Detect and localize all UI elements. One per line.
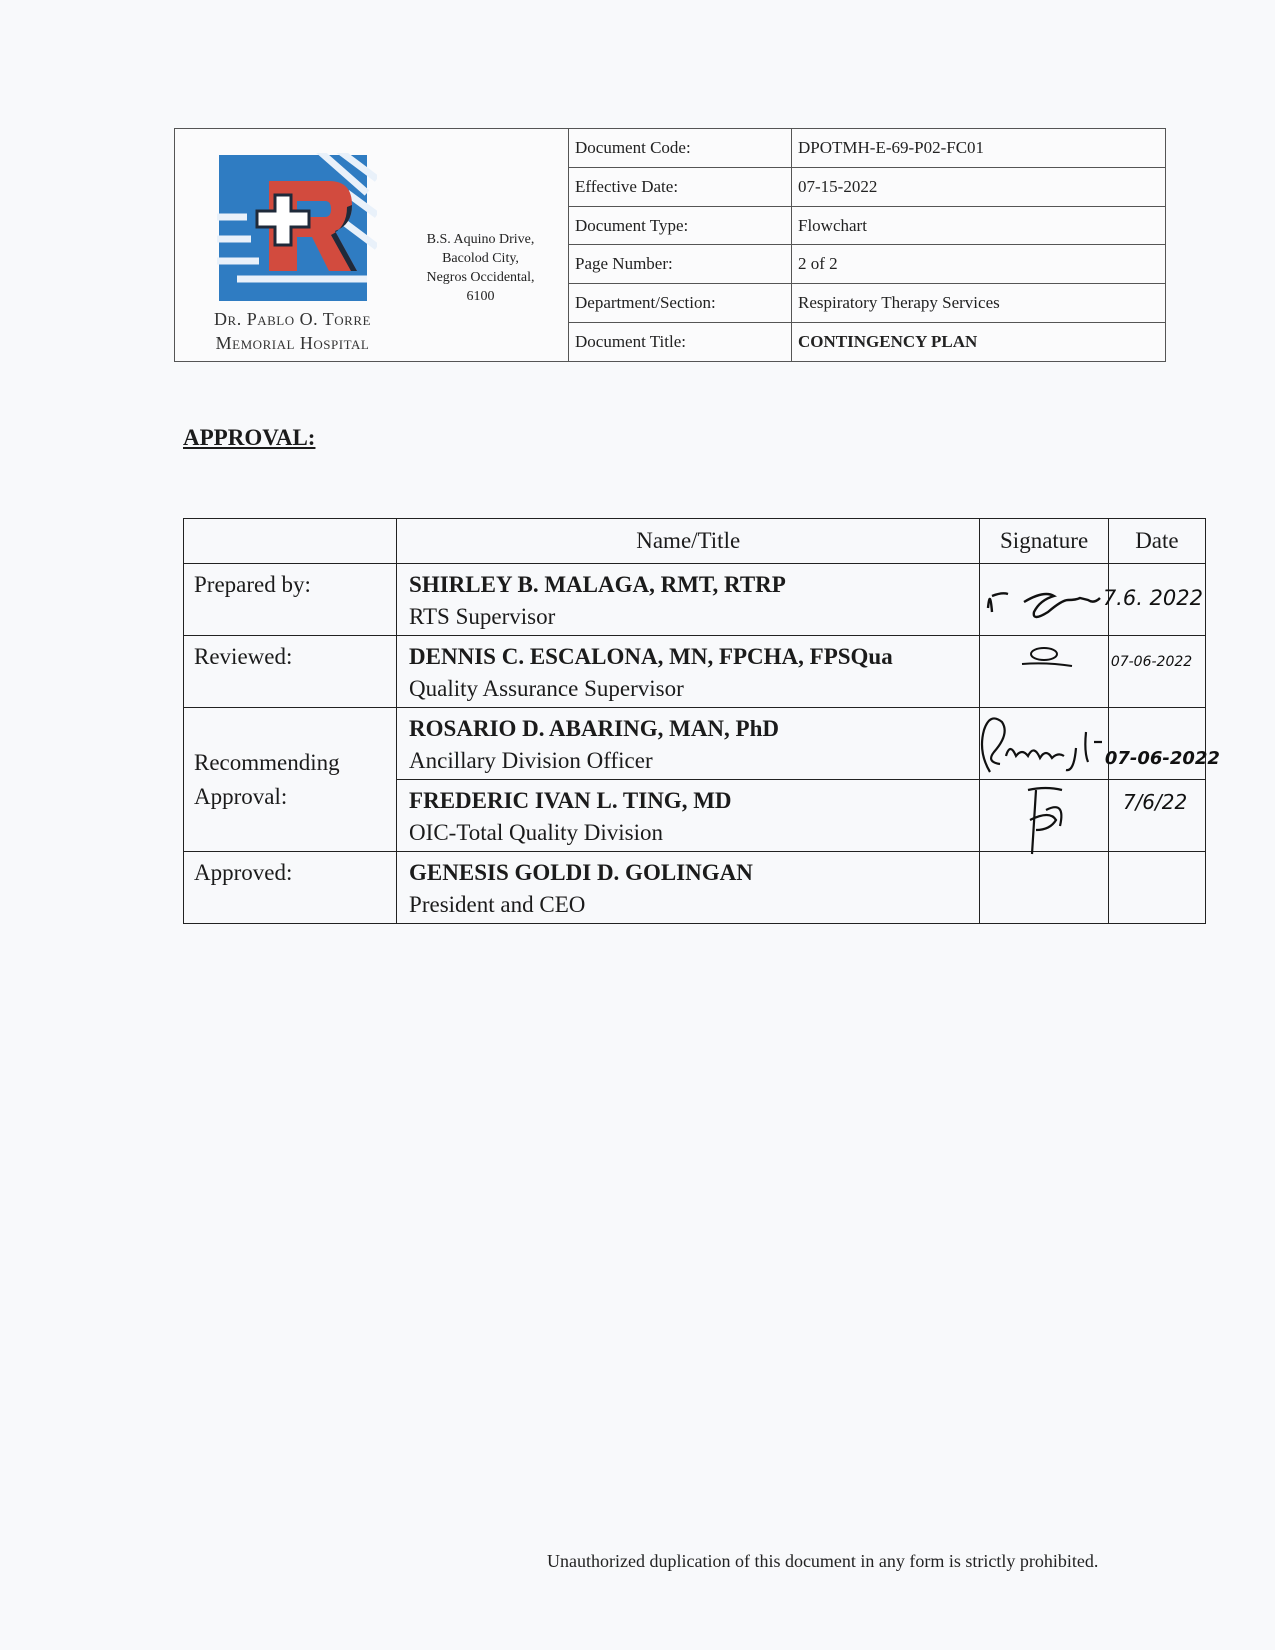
handwritten-date: 7.6. 2022 bbox=[1102, 586, 1204, 610]
approval-row bbox=[184, 852, 1206, 924]
date-cell bbox=[1104, 708, 1220, 780]
signature-cell bbox=[980, 708, 1108, 780]
hospital-logo-icon bbox=[217, 153, 377, 303]
signatory-title: OIC-Total Quality Division bbox=[409, 820, 663, 845]
approval-table bbox=[183, 518, 1220, 924]
logo-cell bbox=[175, 129, 569, 361]
handwritten-date: 7/6/22 bbox=[1122, 790, 1188, 814]
signature-cell bbox=[980, 852, 1108, 924]
role-label: Reviewed: bbox=[184, 636, 397, 708]
info-value: 07-15-2022 bbox=[792, 167, 1166, 206]
signature-cell bbox=[980, 564, 1108, 636]
signatory-cell bbox=[397, 780, 980, 852]
handwritten-signature bbox=[984, 578, 1112, 622]
signatory-name: GENESIS GOLDI D. GOLINGAN bbox=[409, 860, 753, 885]
address-line: Negros Occidental, bbox=[426, 270, 535, 285]
info-label: Document Code: bbox=[569, 129, 792, 167]
info-label: Page Number: bbox=[569, 245, 792, 284]
column-header-date: Date bbox=[1108, 519, 1205, 564]
info-value: 2 of 2 bbox=[792, 245, 1166, 284]
info-label: Document Title: bbox=[569, 323, 792, 361]
signatory-cell bbox=[397, 852, 980, 924]
handwritten-date: 07-06-2022 bbox=[1104, 748, 1220, 769]
signatory-cell bbox=[397, 636, 980, 708]
signatory-name: DENNIS C. ESCALONA, MN, FPCHA, FPSQua bbox=[409, 644, 893, 669]
handwritten-signature bbox=[1016, 780, 1076, 856]
info-row bbox=[569, 206, 1165, 245]
date-cell bbox=[1108, 780, 1205, 852]
signatory-title: Quality Assurance Supervisor bbox=[409, 676, 684, 701]
address-line: 6100 bbox=[466, 289, 495, 304]
column-header-signature: Signature bbox=[980, 519, 1108, 564]
address-line: Bacolod City, bbox=[442, 251, 519, 266]
empty-header-cell bbox=[184, 519, 397, 564]
role-label: Approved: bbox=[184, 852, 397, 924]
hospital-name-line1: Dr. Pablo O. Torre bbox=[214, 309, 371, 329]
info-row bbox=[569, 284, 1165, 323]
info-row bbox=[569, 129, 1165, 167]
address-line: B.S. Aquino Drive, bbox=[426, 232, 535, 247]
signatory-cell bbox=[397, 708, 980, 780]
signatory-title: Ancillary Division Officer bbox=[409, 748, 653, 773]
approval-header-row bbox=[184, 519, 1206, 564]
approval-row bbox=[184, 708, 1206, 780]
hospital-name bbox=[185, 307, 400, 355]
info-row bbox=[569, 245, 1165, 284]
info-value: Respiratory Therapy Services bbox=[792, 284, 1166, 323]
footer-notice: Unauthorized duplication of this document in any form is strictly prohibited. bbox=[547, 1551, 1099, 1571]
approval-row bbox=[184, 564, 1206, 636]
document-title-value: CONTINGENCY PLAN bbox=[798, 332, 978, 352]
column-header-name-title: Name/Title bbox=[397, 519, 980, 564]
info-label: Document Type: bbox=[569, 206, 792, 245]
handwritten-date: 07-06-2022 bbox=[1110, 654, 1193, 670]
info-value: DPOTMH-E-69-P02-FC01 bbox=[792, 129, 1166, 167]
signatory-title: President and CEO bbox=[409, 892, 586, 917]
info-value: Flowchart bbox=[792, 206, 1166, 245]
approval-row bbox=[184, 636, 1206, 708]
info-row bbox=[569, 323, 1165, 361]
role-label: Prepared by: bbox=[184, 564, 397, 636]
document-info-table bbox=[569, 129, 1165, 361]
hospital-name-line2: Memorial Hospital bbox=[215, 333, 370, 353]
signatory-cell bbox=[397, 564, 980, 636]
signatory-name: ROSARIO D. ABARING, MAN, PhD bbox=[409, 716, 779, 741]
handwritten-signature bbox=[1016, 642, 1076, 670]
signatory-name: FREDERIC IVAN L. TING, MD bbox=[409, 788, 732, 813]
handwritten-signature bbox=[976, 712, 1110, 778]
info-label: Department/Section: bbox=[569, 284, 792, 323]
signatory-name: SHIRLEY B. MALAGA, RMT, RTRP bbox=[409, 572, 786, 597]
date-cell bbox=[1108, 636, 1205, 708]
info-label: Effective Date: bbox=[569, 167, 792, 206]
info-row bbox=[569, 167, 1165, 206]
signature-cell bbox=[980, 636, 1108, 708]
role-label: Recommending Approval: bbox=[184, 708, 397, 852]
document-header bbox=[174, 128, 1166, 362]
approval-heading: APPROVAL: bbox=[183, 425, 316, 450]
date-cell bbox=[1102, 564, 1205, 636]
signatory-title: RTS Supervisor bbox=[409, 604, 556, 629]
signature-cell bbox=[980, 780, 1108, 852]
hospital-address bbox=[403, 230, 558, 306]
date-cell bbox=[1108, 852, 1205, 924]
